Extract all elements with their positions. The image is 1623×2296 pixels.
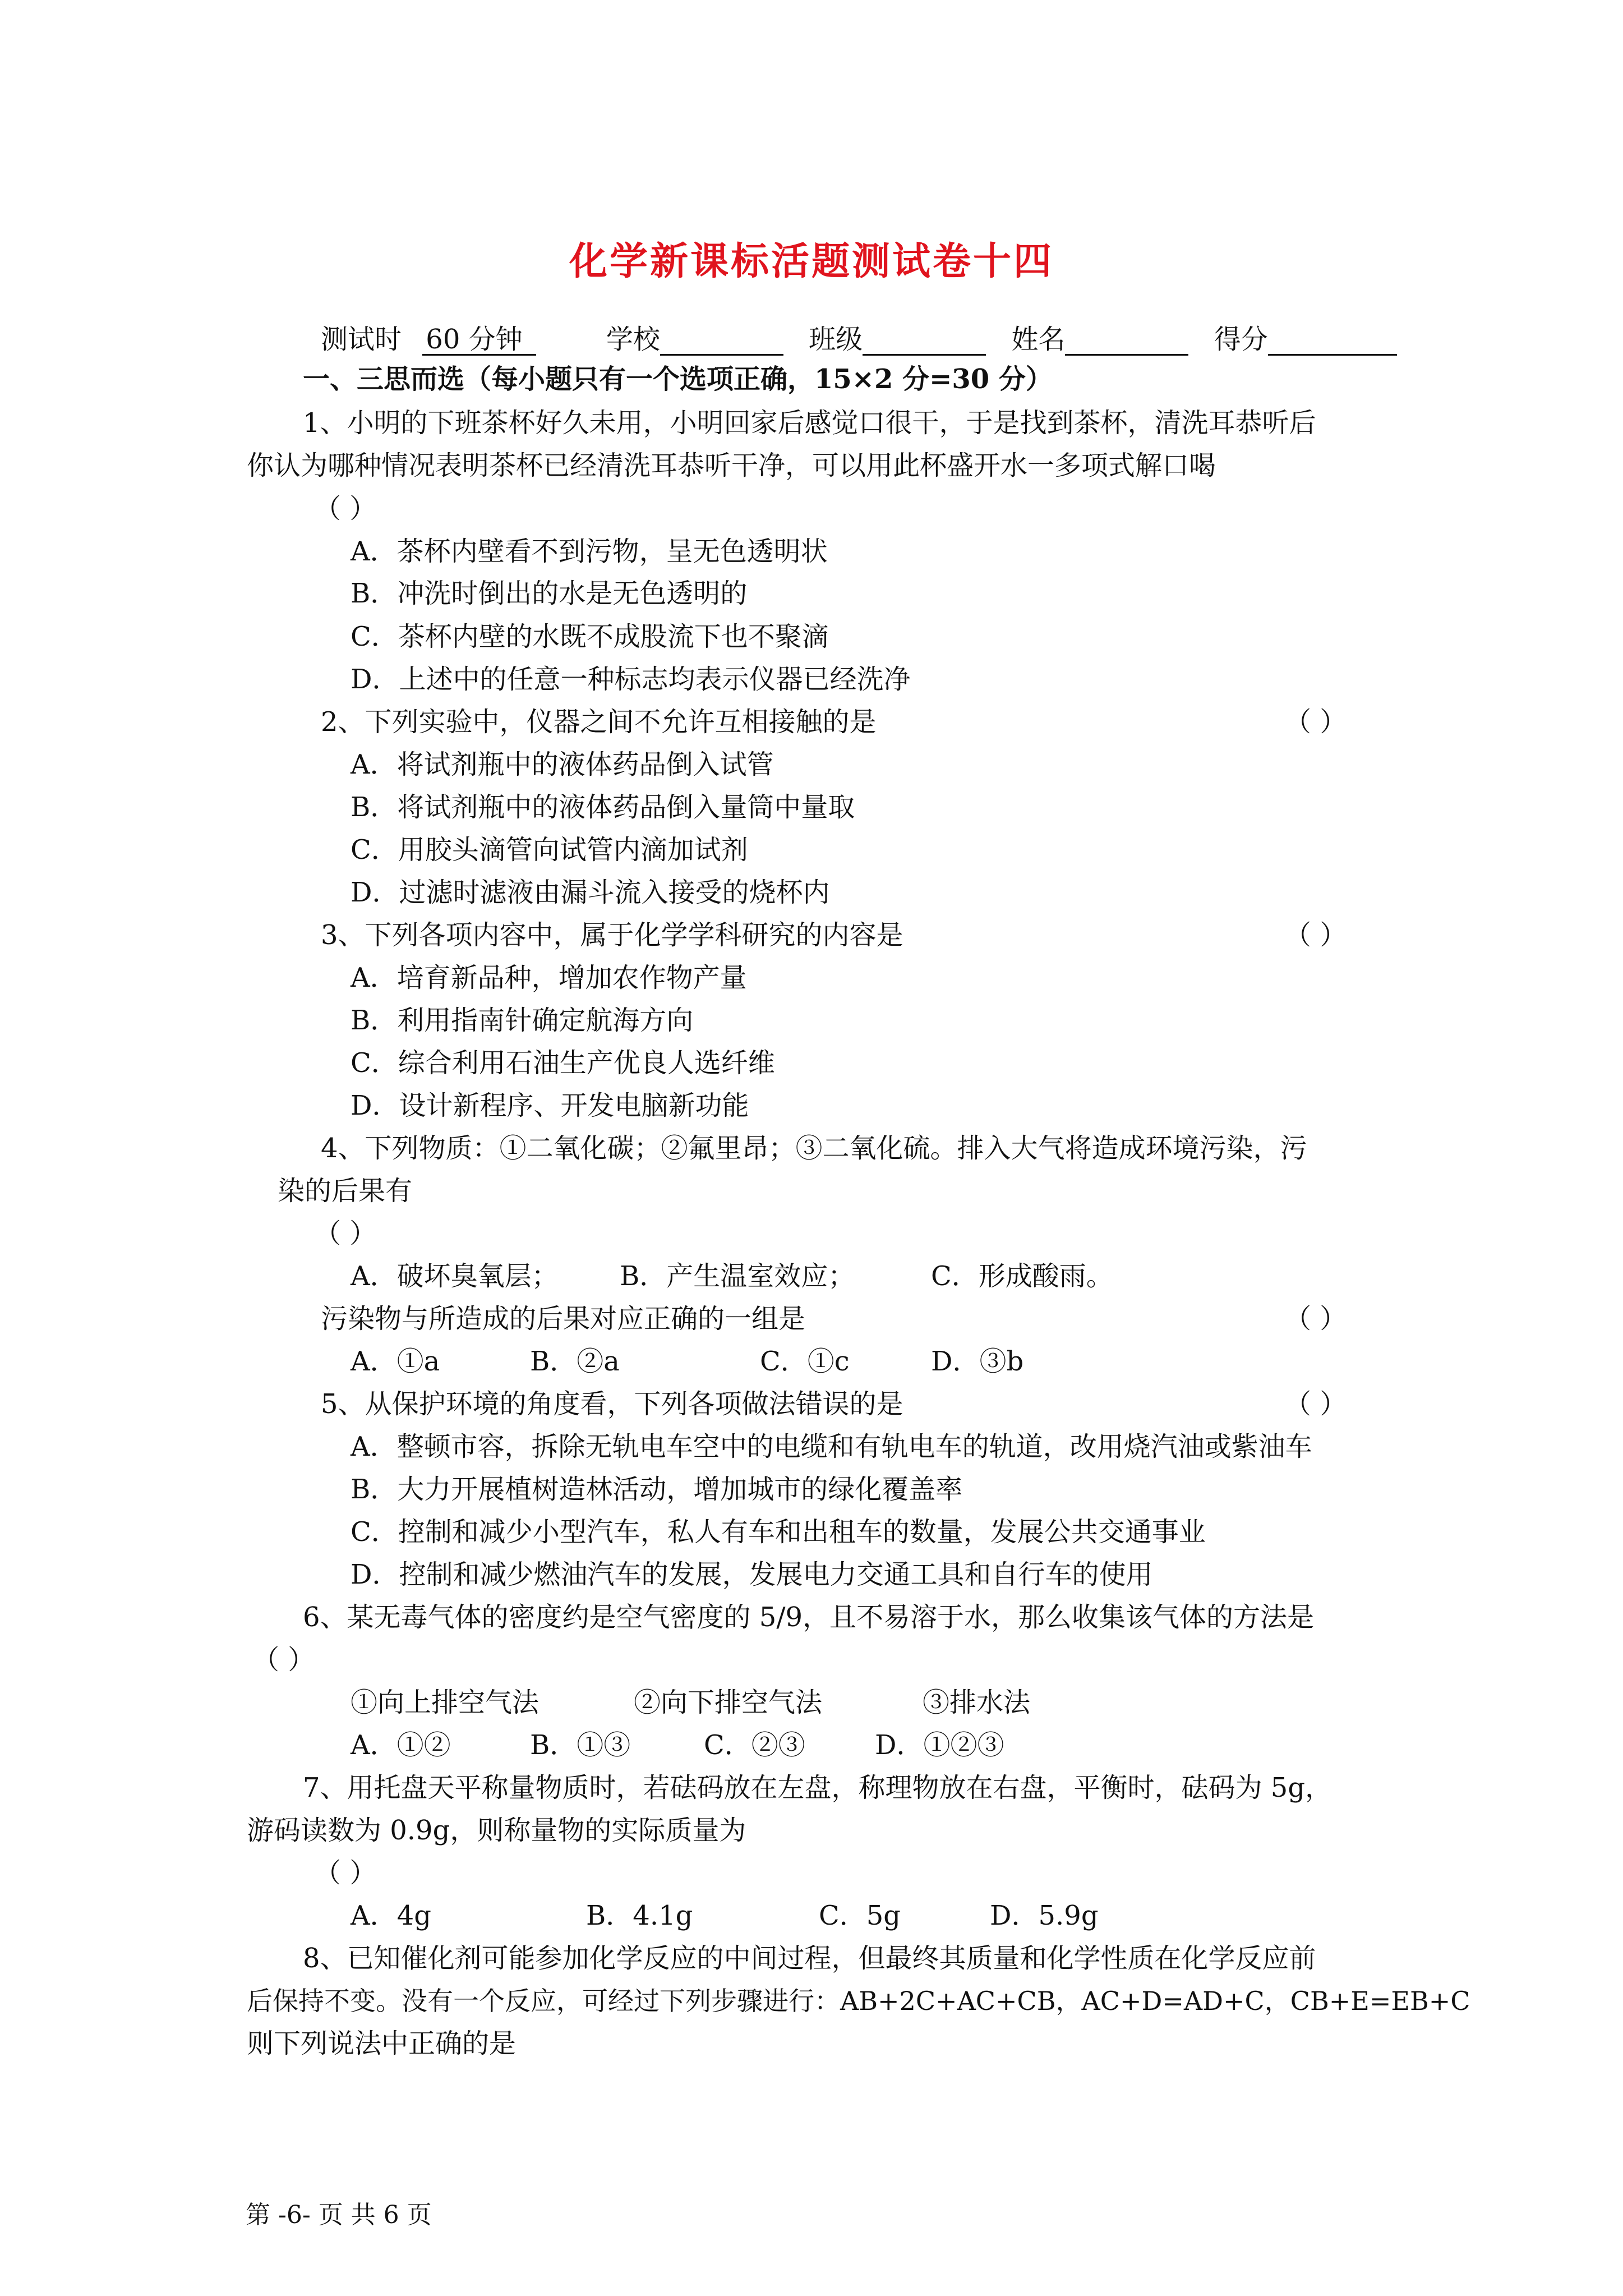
q7-line1: 7、用托盘天平称量物质时，若砝码放在左盘，称理物放在右盘，平衡时，砝码为 5g， (303, 1772, 1332, 1803)
q3-stem: 3、下列各项内容中，属于化学学科研究的内容是 (321, 919, 903, 951)
q5-option-c: C．控制和减少小型汽车，私人有车和出租车的数量，发展公共交通事业 (351, 1516, 1206, 1548)
q7-line2: 游码读数为 0.9g，则称量物的实际质量为 (247, 1815, 746, 1846)
school-label: 学校 (606, 324, 660, 355)
q6-stem: 6、某无毒气体的密度约是空气密度的 5/9，且不易溶于水，那么收集该气体的方法是 (303, 1602, 1315, 1633)
q8-line2: 后保持不变。没有一个反应，可经过下列步骤进行：AB+2C+AC+CB，AC+D=AD+C，CB+E=EB+C (247, 1986, 1470, 2016)
q2-option-c: C．用胶头滴管向试管内滴加试剂 (351, 834, 748, 866)
q6-answer-blank[interactable]: （ ） (252, 1644, 315, 1676)
q4-option-b: B．②a (530, 1346, 620, 1377)
time-value: 60 分钟 (422, 325, 536, 356)
page-title: 化学新课标活题测试卷十四 (569, 239, 1054, 284)
q2-option-d: D．过滤时滤液由漏斗流入接受的烧杯内 (351, 877, 830, 908)
q4-option-d: D．③b (931, 1346, 1024, 1377)
q4-line2: 染的后果有 (278, 1175, 413, 1207)
q2-stem: 2、下列实验中，仪器之间不允许互相接触的是 (321, 706, 877, 738)
q4-answer-blank-2[interactable]: （ ） (1284, 1303, 1347, 1335)
q4-option-a: A．①a (351, 1346, 440, 1377)
q7-option-a: A．4g (351, 1900, 431, 1931)
q6-option-b: B．①③ (530, 1729, 631, 1761)
q7-option-c: C．5g (819, 1900, 901, 1931)
q1-option-d: D．上述中的任意一种标志均表示仪器已经洗净 (351, 664, 911, 695)
class-label: 班级 (809, 324, 863, 355)
q6-option-a: A．①② (351, 1729, 451, 1761)
school-field[interactable] (660, 325, 783, 356)
q3-option-c: C．综合利用石油生产优良人选纤维 (351, 1047, 775, 1079)
q6-option-c: C．②③ (704, 1729, 805, 1761)
q1-option-b: B．冲洗时倒出的水是无色透明的 (351, 578, 748, 609)
q4-effect-a: A．破坏臭氧层； (351, 1260, 559, 1292)
class-field[interactable] (863, 325, 986, 356)
q5-answer-blank[interactable]: （ ） (1284, 1388, 1347, 1420)
q6-option-d: D．①②③ (875, 1729, 1004, 1761)
q4-option-c: C．①c (760, 1346, 850, 1377)
q7-option-d: D．5.9g (990, 1900, 1099, 1931)
q1-option-a: A．茶杯内壁看不到污物，呈无色透明状 (351, 536, 828, 567)
page-footer: 第 -6- 页 共 6 页 (246, 2201, 432, 2229)
q3-option-b: B．利用指南针确定航海方向 (351, 1005, 694, 1036)
q4-stem2: 污染物与所造成的后果对应正确的一组是 (321, 1303, 806, 1335)
q3-option-a: A．培育新品种，增加农作物产量 (351, 962, 747, 993)
q1-option-c: C．茶杯内壁的水既不成股流下也不聚滴 (351, 621, 829, 652)
q3-answer-blank[interactable]: （ ） (1284, 919, 1347, 951)
q6-method-2: ②向下排空气法 (634, 1687, 823, 1718)
q5-stem: 5、从保护环境的角度看，下列各项做法错误的是 (321, 1388, 903, 1420)
q4-effect-b: B．产生温室效应； (620, 1260, 855, 1292)
q4-answer-blank-1[interactable]: （ ） (314, 1218, 377, 1249)
q7-answer-blank[interactable]: （ ） (314, 1857, 377, 1889)
q1-answer-blank[interactable]: （ ） (314, 493, 377, 524)
q4-effect-c: C．形成酸雨。 (931, 1260, 1113, 1292)
q1-line2: 你认为哪种情况表明茶杯已经清洗耳恭听干净，可以用此杯盛开水一多项式解口喝 (247, 450, 1216, 481)
q3-option-d: D．设计新程序、开发电脑新功能 (351, 1090, 749, 1121)
q7-option-b: B．4.1g (586, 1900, 693, 1931)
q5-option-a: A．整顿市容，拆除无轨电车空中的电缆和有轨电车的轨道，改用烧汽油或紫油车 (351, 1431, 1312, 1462)
q5-option-d: D．控制和减少燃油汽车的发展，发展电力交通工具和自行车的使用 (351, 1559, 1153, 1590)
q4-line1: 4、下列物质：①二氧化碳；②氟里昂；③二氧化硫。排入大气将造成环境污染，污 (321, 1133, 1307, 1164)
q6-method-1: ①向上排空气法 (351, 1687, 540, 1718)
q8-line1: 8、已知催化剂可能参加化学反应的中间过程，但最终其质量和化学性质在化学反应前 (303, 1943, 1316, 1974)
q2-option-b: B．将试剂瓶中的液体药品倒入量筒中量取 (351, 792, 855, 823)
name-label: 姓名 (1011, 324, 1066, 355)
q1-line1: 1、小明的下班茶杯好久未用，小明回家后感觉口很干，于是找到茶杯，清洗耳恭听后 (303, 407, 1316, 439)
q2-option-a: A．将试剂瓶中的液体药品倒入试管 (351, 749, 774, 780)
score-field[interactable] (1268, 325, 1397, 356)
name-field[interactable] (1065, 325, 1188, 356)
time-label: 测试时 (321, 324, 402, 355)
q6-method-3: ③排水法 (923, 1687, 1031, 1718)
q8-line3: 则下列说法中正确的是 (247, 2028, 517, 2059)
q2-answer-blank[interactable]: （ ） (1284, 706, 1347, 738)
score-label: 得分 (1214, 324, 1268, 355)
q5-option-b: B．大力开展植树造林活动，增加城市的绿化覆盖率 (351, 1474, 963, 1505)
section-heading: 一、三思而选（每小题只有一个选项正确，15×2 分=30 分） (303, 364, 1053, 395)
info-line (321, 323, 1397, 356)
